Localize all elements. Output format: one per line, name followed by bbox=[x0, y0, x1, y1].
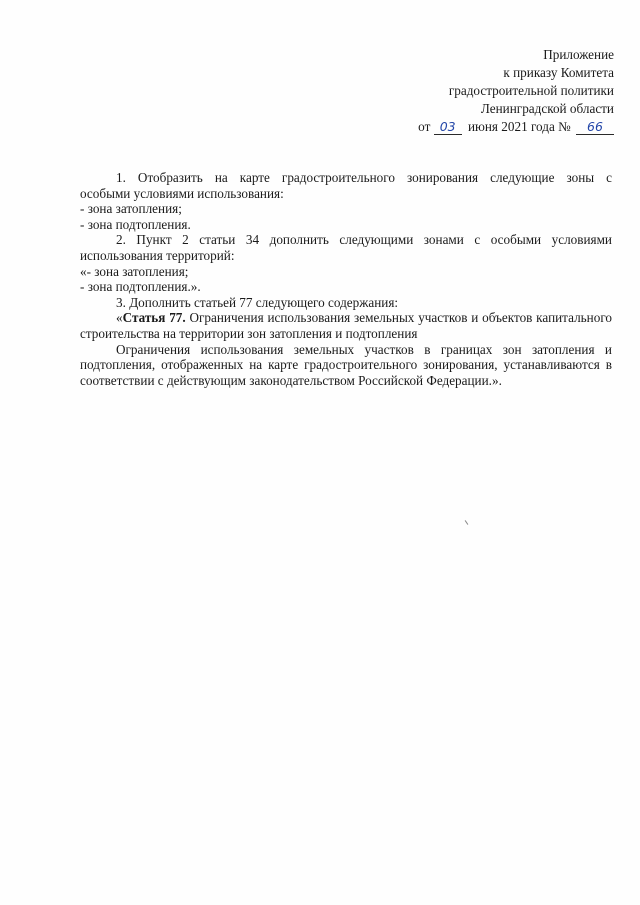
date-prefix: от bbox=[418, 119, 431, 134]
article-heading-text: Ограничения использования земельных участков и объектов капитального строительства на территории зон затопления и подтопления bbox=[80, 310, 612, 341]
item1-line2: особыми условиями использования: bbox=[80, 185, 284, 201]
date-middle: июня 2021 года № bbox=[467, 119, 571, 134]
item2-paragraph: 2. Пункт 2 статьи 34 дополнить следующими зонами с особыми условиями использования территорий: bbox=[80, 232, 612, 263]
item3-paragraph: 3. Дополнить статьей 77 следующего содержания: bbox=[116, 294, 399, 310]
order-reference: к приказу Комитета bbox=[503, 65, 614, 80]
article-quote-open: « bbox=[116, 310, 123, 326]
handwritten-order-number: 66 bbox=[576, 119, 614, 135]
item1-line1: 1. Отобразить на карте градостроительного зонирования следующие зоны с bbox=[116, 170, 612, 185]
appendix-header bbox=[418, 46, 614, 136]
order-date-line bbox=[418, 118, 614, 136]
region-name: Ленинградской области bbox=[480, 101, 614, 116]
handwritten-day: 03 bbox=[434, 119, 462, 135]
committee-name: градостроительной политики bbox=[448, 83, 614, 98]
article-body: Ограничения использования земельных участков в границах зон затопления и подтопления, отображенных на карте градостроительного зонирования, устанавливаются в соответствии с действующим законодательством Российской Федерации.». bbox=[80, 341, 612, 388]
item2-zone-underflooding: - зона подтопления.». bbox=[80, 279, 201, 295]
appendix-title: Приложение bbox=[543, 47, 614, 62]
item1-zone-underflooding: - зона подтопления. bbox=[80, 216, 191, 232]
item2-zone-flooding: «- зона затопления; bbox=[80, 263, 189, 279]
item1-zone-flooding: - зона затопления; bbox=[80, 201, 182, 217]
article-heading bbox=[80, 310, 612, 341]
scan-mark bbox=[465, 520, 469, 525]
document-body bbox=[80, 170, 612, 388]
article-title: Статья 77. bbox=[122, 310, 186, 326]
